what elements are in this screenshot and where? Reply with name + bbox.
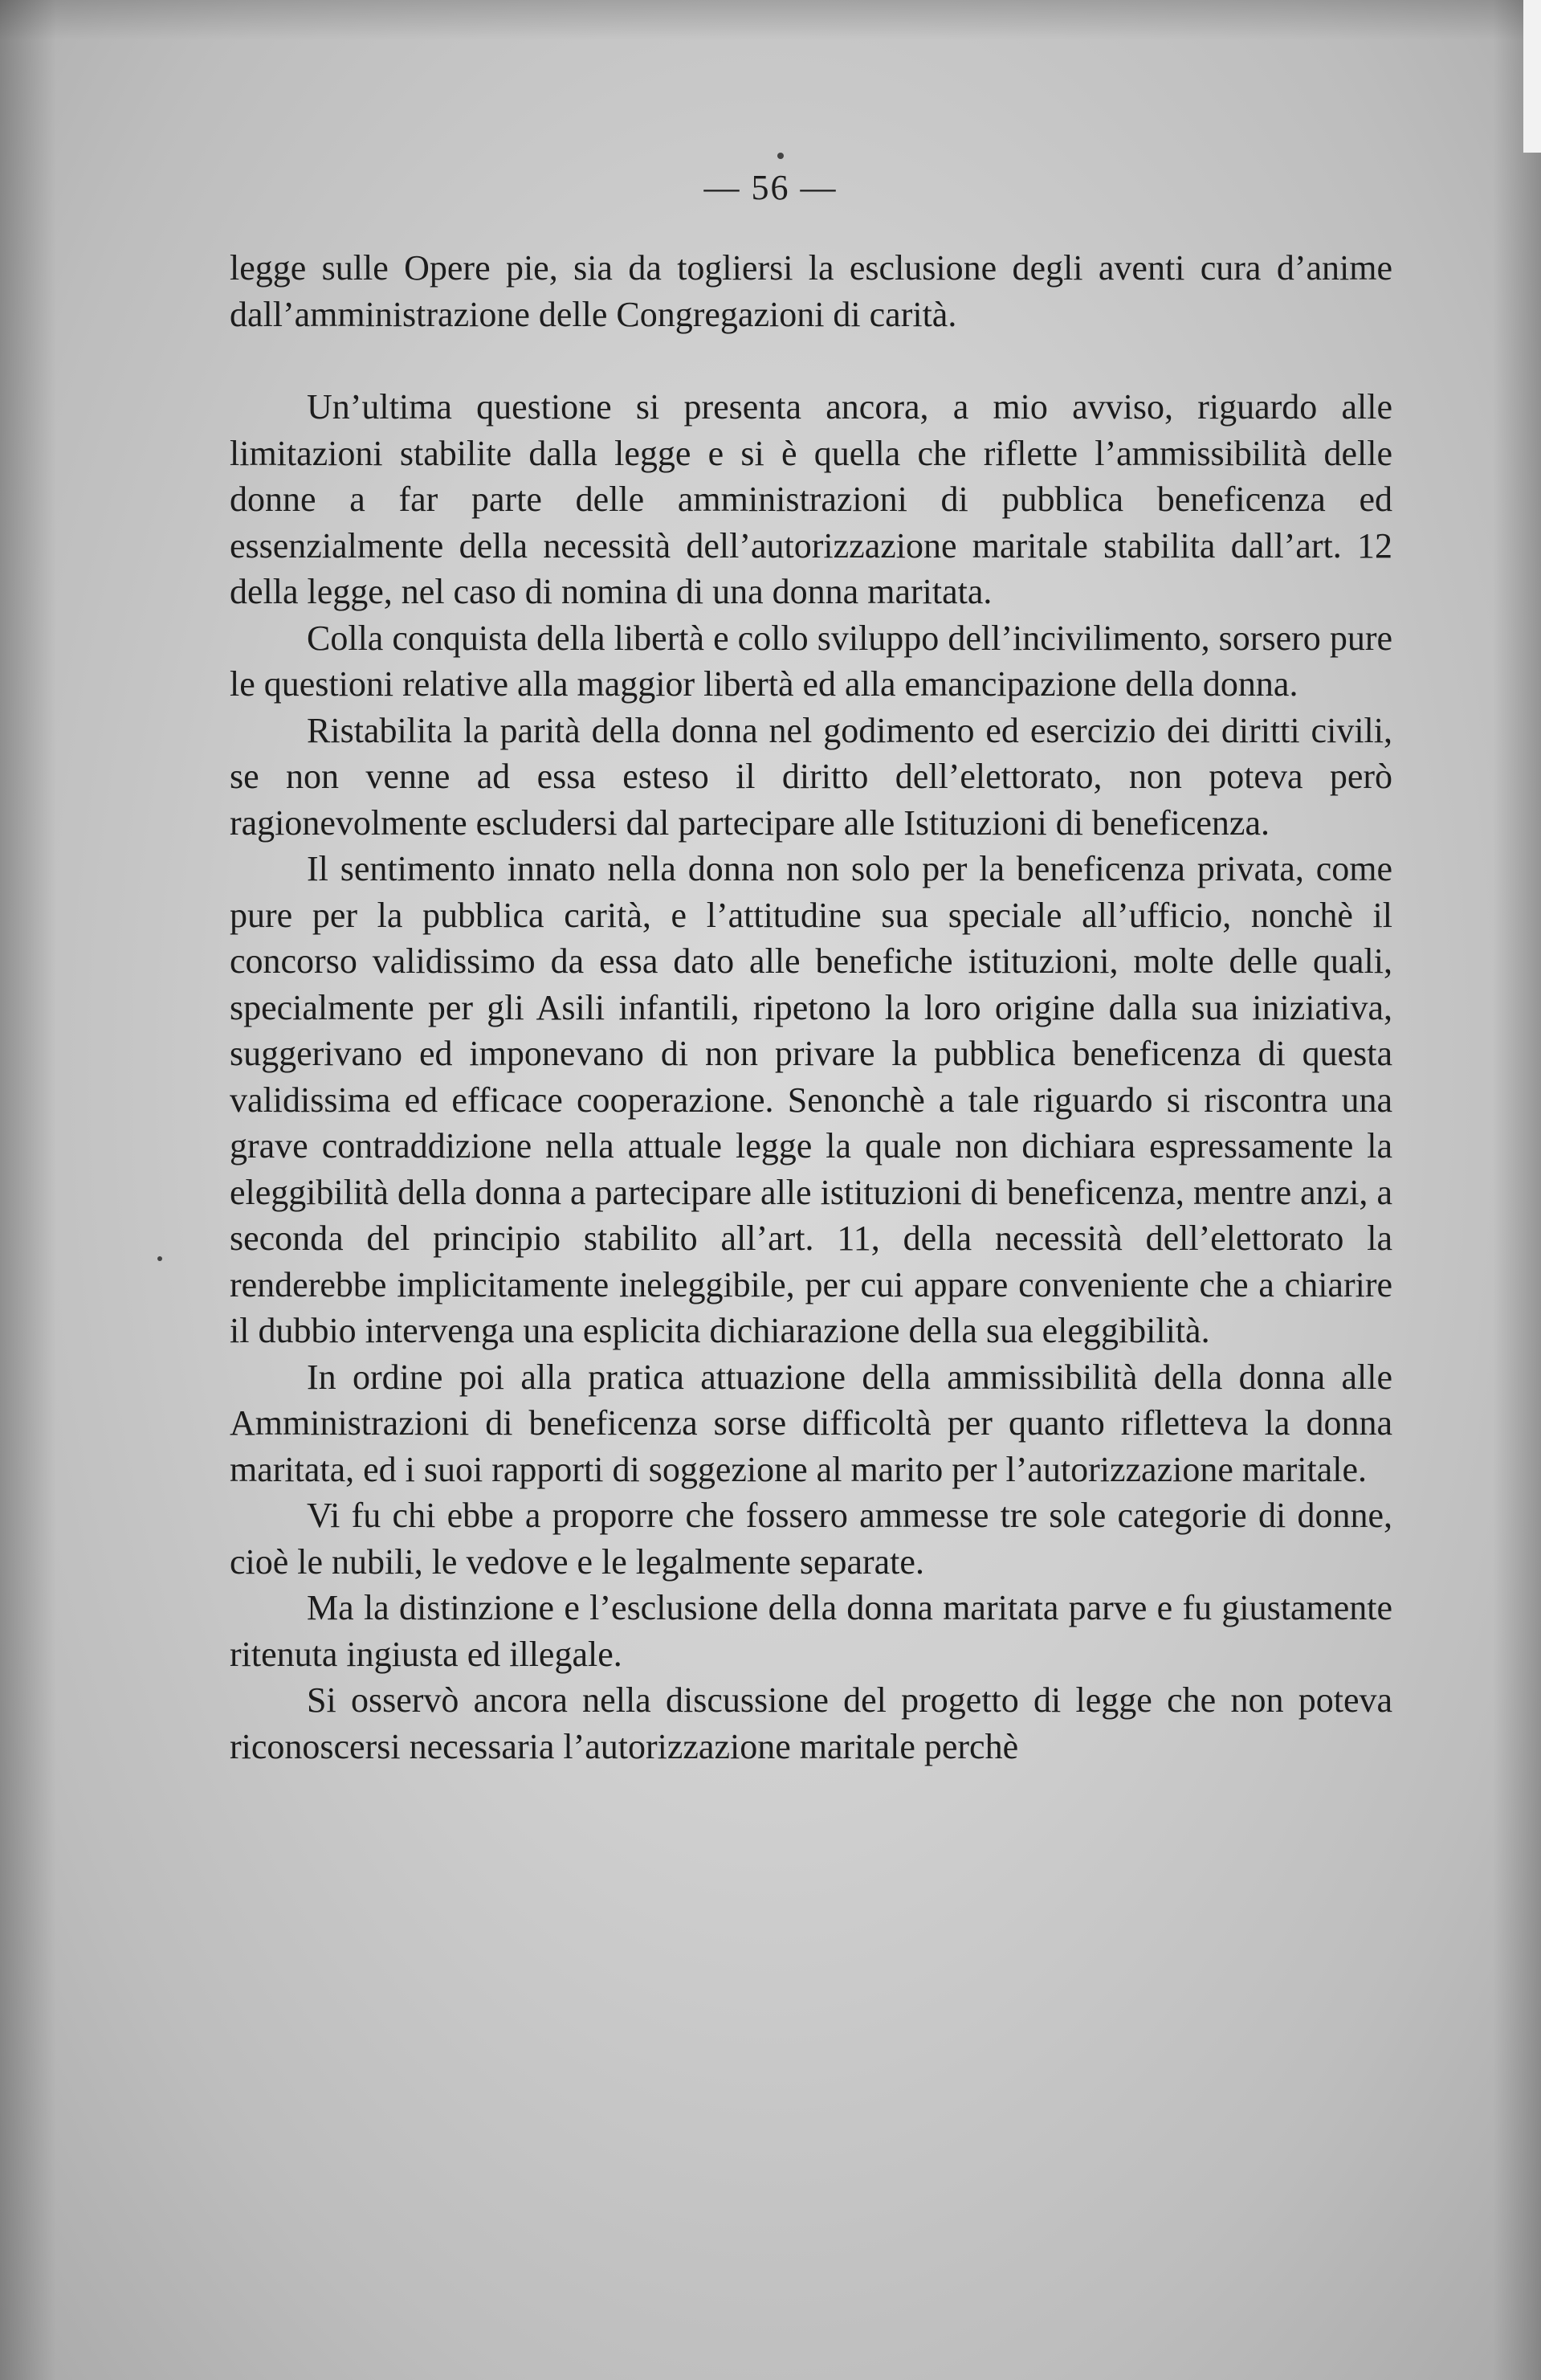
right-edge-shadow xyxy=(1493,0,1541,2380)
page-edge-strip xyxy=(1523,0,1541,153)
paragraph: Si osservò ancora nella discussione del progetto di legge che non poteva riconoscersi necessaria l’autorizzazione maritale perchè xyxy=(230,1680,1392,1766)
paragraph: In ordine poi alla pratica attuazione della ammissibilità della donna alle Amministrazioni di beneficenza sorse difficoltà per quanto rifletteva la donna maritata, ed i suoi rapporti di soggezione al marito per l’autorizzazione maritale. xyxy=(230,1357,1392,1489)
paragraph: Un’ultima questione si presenta ancora, a mio avviso, riguardo alle limitazioni stabilite dalla legge e si è quella che riflette l’ammissibilità delle donne a far parte delle amministrazioni di pubblica beneficenza ed essenzialmente della necessità dell’autorizzazione maritale stabilita dall’art. 12 della legge, nel caso di nomina di una donna maritata. xyxy=(230,387,1392,611)
body-text xyxy=(230,245,1392,1770)
top-edge-shadow xyxy=(0,0,1541,40)
paragraph: Ma la distinzione e l’esclusione della donna maritata parve e fu giustamente ritenuta ingiusta ed illegale. xyxy=(230,1588,1392,1674)
paragraph: Colla conquista della libertà e collo sviluppo dell’incivilimento, sorsero pure le questioni relative alla maggior libertà ed alla emancipazione della donna. xyxy=(230,618,1392,704)
left-edge-shadow xyxy=(0,0,56,2380)
paragraph: Vi fu chi ebbe a proporre che fossero ammesse tre sole categorie di donne, cioè le nubili, le vedove e le legalmente separate. xyxy=(230,1496,1392,1582)
paragraph: Ristabilita la parità della donna nel godimento ed esercizio dei diritti civili, se non venne ad essa esteso il diritto dell’elettorato, non poteva però ragionevolmente escludersi dal partecipare alle Istituzioni di beneficenza. xyxy=(230,710,1392,843)
ink-speck xyxy=(777,153,784,159)
page-number: — 56 — xyxy=(703,168,838,207)
ink-speck xyxy=(157,1256,162,1261)
paragraph: Il sentimento innato nella donna non solo per la beneficenza privata, come pure per la pubblica carità, e l’attitudine sua speciale all’ufficio, nonchè il concorso validissimo da essa dato alle benefiche istituzioni, molte delle quali, specialmente per gli Asili infantili, ripetono la loro origine dalla sua iniziativa, suggerivano ed imponevano di non privare la pubblica beneficenza di questa validissima ed efficace cooperazione. Senonchè a tale riguardo si riscontra una grave contraddizione nella attuale legge la quale non dichiara espressamente la eleggibilità della donna a partecipare alle istituzioni di beneficenza, mentre anzi, a seconda del principio stabilito all’art. 11, della necessità dell’elettorato la renderebbe implicitamente ineleggibile, per cui appare conveniente che a chiarire il dubbio intervenga una esplicita dichiarazione della sua eleggibilità. xyxy=(230,849,1392,1350)
paragraph: legge sulle Opere pie, sia da togliersi la esclusione degli aventi cura d’anime dall’amministrazione delle Congregazioni di carità. xyxy=(230,248,1392,334)
